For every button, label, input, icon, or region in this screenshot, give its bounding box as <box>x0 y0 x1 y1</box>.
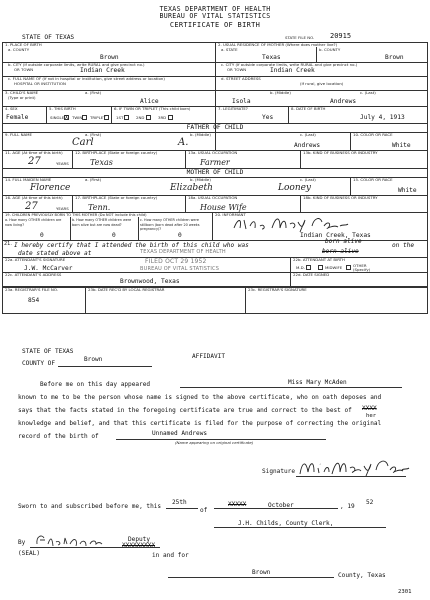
divider <box>72 195 73 212</box>
divider <box>70 217 71 240</box>
triplet-label: TRIPLET <box>90 115 106 120</box>
underline <box>168 577 334 578</box>
stamp-line-3: BUREAU OF VITAL STATISTICS <box>140 266 220 272</box>
cert-text-1: I hereby certify that I attended the birth of this child who was <box>14 242 249 249</box>
place-label: 1. PLACE OF BIRTH <box>5 42 42 47</box>
registrar-file-label: 23a. REGISTRAR'S FILE NO. <box>5 287 58 292</box>
divider <box>46 106 47 123</box>
affidavit-struck-his: XXXX <box>362 405 377 412</box>
prev-stillborn-label: c. How many OTHER children were stillborn (born dead after 20 weeks pregnancy)? <box>140 218 200 232</box>
md-label: M.D. <box>296 265 305 270</box>
by-label: By <box>18 539 26 546</box>
other-label: OTHER <box>353 263 367 268</box>
sex-label: 4. SEX <box>5 106 18 111</box>
residence-city-label: c. CITY (If outside corporate limits, write RURAL and give precinct no.) <box>221 62 358 67</box>
sworn-struck: XXXXX <box>228 501 247 508</box>
mother-bp-label: 17. BIRTHPLACE (State or foreign country) <box>75 195 158 200</box>
divider <box>350 132 351 150</box>
md-checkbox <box>306 265 311 270</box>
attendant-name: J.W. McCarver <box>24 265 73 272</box>
father-last-label: c. (Last) <box>300 132 316 137</box>
prev-stillborn: 0 <box>178 232 182 239</box>
county-clerk: J.H. Childs, County Clerk, <box>238 520 334 527</box>
attendant-addr-label: 22c. ATTENDANT'S ADDRESS <box>5 272 62 277</box>
original-name-note: (Name appearing on original certificate) <box>175 440 254 445</box>
cert-number: 21. <box>4 241 12 247</box>
file-no-label: STATE FILE NO. <box>285 35 315 40</box>
street-label: d. STREET ADDRESS <box>221 76 261 81</box>
cert-on-the: on the <box>392 242 415 249</box>
mother-middle-label: b. (Middle) <box>190 177 211 182</box>
divider <box>300 195 301 212</box>
affidavit-state: STATE OF TEXAS <box>22 348 74 355</box>
date-of-birth: July 4, 1913 <box>360 114 405 121</box>
mother-first: Florence <box>30 183 71 193</box>
attendant-address: Brownwood, Texas <box>120 278 180 285</box>
header-line2: BUREAU OF VITAL STATISTICS <box>159 12 271 20</box>
other-checkbox <box>346 265 351 270</box>
page-number: 2301 <box>398 589 412 595</box>
affidavit-line-3: says that the facts stated in the foregoing certificate are true and correct to the best of <box>18 407 352 414</box>
father-race-label: 10. COLOR OR RACE <box>353 132 393 137</box>
father-years-label: YEARS <box>56 161 69 166</box>
date-signed-label: 22d. DATE SIGNED <box>293 272 330 277</box>
sworn-month: October <box>268 502 294 509</box>
father-last: Andrews <box>294 142 321 149</box>
divider <box>245 287 246 314</box>
order-1st: 1ST <box>116 115 124 120</box>
divider <box>2 257 428 258</box>
midwife-checkbox <box>318 265 323 270</box>
child-sex: Female <box>6 114 29 121</box>
divider <box>350 177 351 195</box>
divider <box>215 42 216 150</box>
divider <box>212 212 213 240</box>
informant-signature <box>232 214 352 234</box>
informant-address: Indian Creek, Texas <box>300 232 371 239</box>
divider <box>288 106 289 123</box>
prev-dead: 0 <box>112 232 116 239</box>
mother-last: Looney <box>278 183 312 193</box>
affidavit-county: Brown <box>84 356 103 363</box>
father-birthplace: Texas <box>90 158 113 167</box>
prev-children-label: 19. CHILDREN PREVIOUSLY BORN TO THIS MOTHER (Do NOT include this child) <box>5 213 147 217</box>
underline <box>180 387 402 388</box>
underline <box>214 527 386 528</box>
father-title: FATHER OF CHILD <box>186 124 244 131</box>
deputy-signature <box>34 532 104 548</box>
child-first: Alice <box>140 98 159 105</box>
child-middle-label: b. (Middle) <box>270 90 291 95</box>
mother-race: White <box>398 187 417 194</box>
father-first-label: a. (First) <box>85 132 102 137</box>
triplet-checkbox <box>104 115 109 120</box>
this-birth-label: 5. THIS BIRTH <box>49 106 76 111</box>
divider <box>185 150 186 168</box>
divider <box>2 240 428 241</box>
attendant-at-birth-label: 22b. ATTENDANT AT BIRTH <box>293 257 345 262</box>
child-first-label: a. (First) <box>85 90 102 95</box>
underline <box>166 508 198 509</box>
dob-label: 8. DATE OF BIRTH <box>291 106 326 111</box>
affidavit-county-label: COUNTY OF <box>22 360 56 367</box>
mother-occ-label: 18a. USUAL OCCUPATION <box>188 195 238 200</box>
mother-age: 27 <box>25 201 38 212</box>
mother-occupation: House Wife <box>200 203 247 212</box>
affiant-name: Miss Mary McAden <box>288 379 347 386</box>
father-middle: A. <box>178 137 189 148</box>
child-legitimate: Yes <box>262 114 274 121</box>
state-file-no: 20915 <box>330 32 352 40</box>
sworn-year-prefix: , 19 <box>340 503 355 510</box>
divider <box>215 106 216 123</box>
divider <box>111 106 112 123</box>
sworn-of: of <box>200 507 208 514</box>
mother-name-label: 14. FULL MAIDEN NAME <box>5 177 52 182</box>
affidavit-title: AFFIDAVIT <box>192 353 226 360</box>
street-label-2: (If rural, give location) <box>300 81 344 86</box>
place-county-label: a. COUNTY <box>8 47 30 52</box>
original-child-name: Unnamed Andrews <box>152 430 208 437</box>
twin-label: TWIN <box>72 115 83 120</box>
underline <box>296 476 406 477</box>
order-label: 6. IF TWIN OR TRIPLET (This child born) <box>114 106 191 111</box>
affidavit-line-4: knowledge and belief, and that this certificate is filed for the purpose of correcting the original <box>18 420 382 427</box>
affidavit-appeared: Before me on this day appeared <box>40 381 151 388</box>
sworn-text: Sworn to and subscribed before me, this <box>18 503 162 510</box>
divider <box>85 287 86 314</box>
registrar-file-no: 854 <box>28 297 40 304</box>
father-age-label: 11. AGE (At time of this birth) <box>5 150 63 155</box>
order-2nd: 2ND <box>136 115 145 120</box>
child-last: Andrews <box>330 98 357 105</box>
order-2nd-checkbox <box>146 115 151 120</box>
mother-years-label: YEARS <box>56 206 69 211</box>
residence-city: Indian Creek <box>270 67 315 74</box>
registrar-sig-label: 23c. REGISTRAR'S SIGNATURE <box>248 287 307 292</box>
county-texas-label: County, Texas <box>338 572 386 579</box>
place-town-label: OR TOWN <box>14 67 34 72</box>
order-1st-checkbox <box>124 115 129 120</box>
divider <box>138 217 139 240</box>
prev-living: 0 <box>40 232 44 239</box>
place-county: Brown <box>100 54 119 61</box>
father-ind-label: 13b. KIND OF BUSINESS OR INDUSTRY <box>303 150 378 155</box>
single-checkbox: X <box>65 115 69 121</box>
hospital-label-2: HOSPITAL OR INSTITUTION <box>14 81 66 86</box>
father-occupation: Farmer <box>200 158 230 167</box>
sworn-year: 52 <box>366 499 374 506</box>
father-race: White <box>392 142 411 149</box>
header-line1: TEXAS DEPARTMENT OF HEALTH <box>159 5 271 13</box>
child-name-label: 3. CHILD'S NAME <box>5 90 39 95</box>
mother-ind-label: 18b. KIND OF BUSINESS OR INDUSTRY <box>303 195 378 200</box>
father-age: 27 <box>28 156 41 167</box>
affidavit-her: her <box>366 413 377 419</box>
twin-checkbox <box>82 115 87 120</box>
mother-last-label: c. (Last) <box>300 177 316 182</box>
father-bp-label: 12. BIRTHPLACE (State or foreign country) <box>75 150 158 155</box>
residence-county-label: b. COUNTY <box>319 47 341 52</box>
divider <box>2 272 428 273</box>
single-label: SINGLE <box>50 115 65 120</box>
informant-label: 20. INFORMANT <box>215 212 246 217</box>
residence-state: Texas <box>262 54 281 61</box>
stamp-line-1: TEXAS DEPARTMENT OF HEALTH <box>140 249 226 255</box>
legit-label: 7. LEGITIMATE? <box>218 106 248 111</box>
order-3rd-checkbox <box>168 115 173 120</box>
place-city-label: b. CITY (If outside corporate limits, write RURAL and give precinct no.) <box>8 62 145 67</box>
hospital-label: c. FULL NAME OF (If not in hospital or institution, give street address or location) <box>8 76 165 81</box>
in-and-for-label: in and for <box>152 552 189 559</box>
residence-county: Brown <box>385 54 404 61</box>
divider <box>185 195 186 212</box>
mother-first-label: a. (First) <box>85 177 102 182</box>
place-city: Indian Creek <box>80 67 125 74</box>
prev-living-label: a. How many OTHER children are now living? <box>5 218 62 227</box>
father-name-label: 9. FULL NAME <box>5 132 32 137</box>
divider <box>72 150 73 168</box>
affiant-signature <box>298 456 410 478</box>
mother-birthplace: Tenn. <box>88 203 111 212</box>
residence-state-label: a. STATE <box>221 47 238 52</box>
residence-label: 2. USUAL RESIDENCE OF MOTHER (Where does mother live?) <box>218 42 338 47</box>
state-label: STATE OF TEXAS <box>22 34 75 41</box>
child-last-label: c. (Last) <box>360 90 376 95</box>
registrar-date-label: 23b. DATE REC'D BY LOCAL REGISTRAR <box>88 287 165 292</box>
affidavit-county-2: Brown <box>252 569 271 576</box>
father-first: Carl <box>72 137 94 148</box>
father-occ-label: 13a. USUAL OCCUPATION <box>188 150 238 155</box>
underline <box>30 547 160 548</box>
stamp-line-2: FILED OCT 29 1952 <box>145 258 207 265</box>
divider <box>300 150 301 168</box>
divider <box>316 47 317 62</box>
cert-born-alive-struck: born alive <box>322 248 359 255</box>
underline <box>58 366 152 367</box>
deputy-label: Deputy <box>128 536 151 543</box>
affidavit-line-5: record of the birth of <box>18 433 99 440</box>
residence-town-label: OR TOWN <box>227 67 247 72</box>
prev-dead-label: b. How many OTHER children were born alive but are now dead? <box>72 218 132 227</box>
sworn-day: 25th <box>172 499 187 506</box>
deputy-struck: XXXXXXXXX <box>122 542 156 549</box>
mother-title: MOTHER OF CHILD <box>186 169 244 176</box>
registrar-frame <box>2 287 428 314</box>
seal-label: (SEAL) <box>18 550 41 557</box>
mother-race-label: 15. COLOR OR RACE <box>353 177 393 182</box>
cert-born-alive: born alive <box>325 238 362 245</box>
mother-age-label: 16. AGE (At time of this birth) <box>5 195 63 200</box>
header-line3: CERTIFICATE OF BIRTH <box>169 21 261 29</box>
cert-text-2: date stated above at <box>18 250 92 257</box>
underline <box>214 508 338 509</box>
other-specify-label: (Specify) <box>353 267 371 272</box>
child-type-label: (Type or print) <box>8 95 36 100</box>
affidavit-line-2: known to me to be the person whose name is signed to the above certificate, who on oath deposes and <box>18 394 382 401</box>
mother-middle: Elizabeth <box>170 183 213 193</box>
midwife-label: MIDWIFE <box>325 265 343 270</box>
attendant-sig-label: 22a. ATTENDANT'S SIGNATURE <box>5 257 66 262</box>
father-middle-label: b. (Middle) <box>190 132 211 137</box>
child-middle: Isola <box>232 98 251 105</box>
order-3rd: 3RD <box>158 115 167 120</box>
signature-label: Signature <box>262 468 296 475</box>
